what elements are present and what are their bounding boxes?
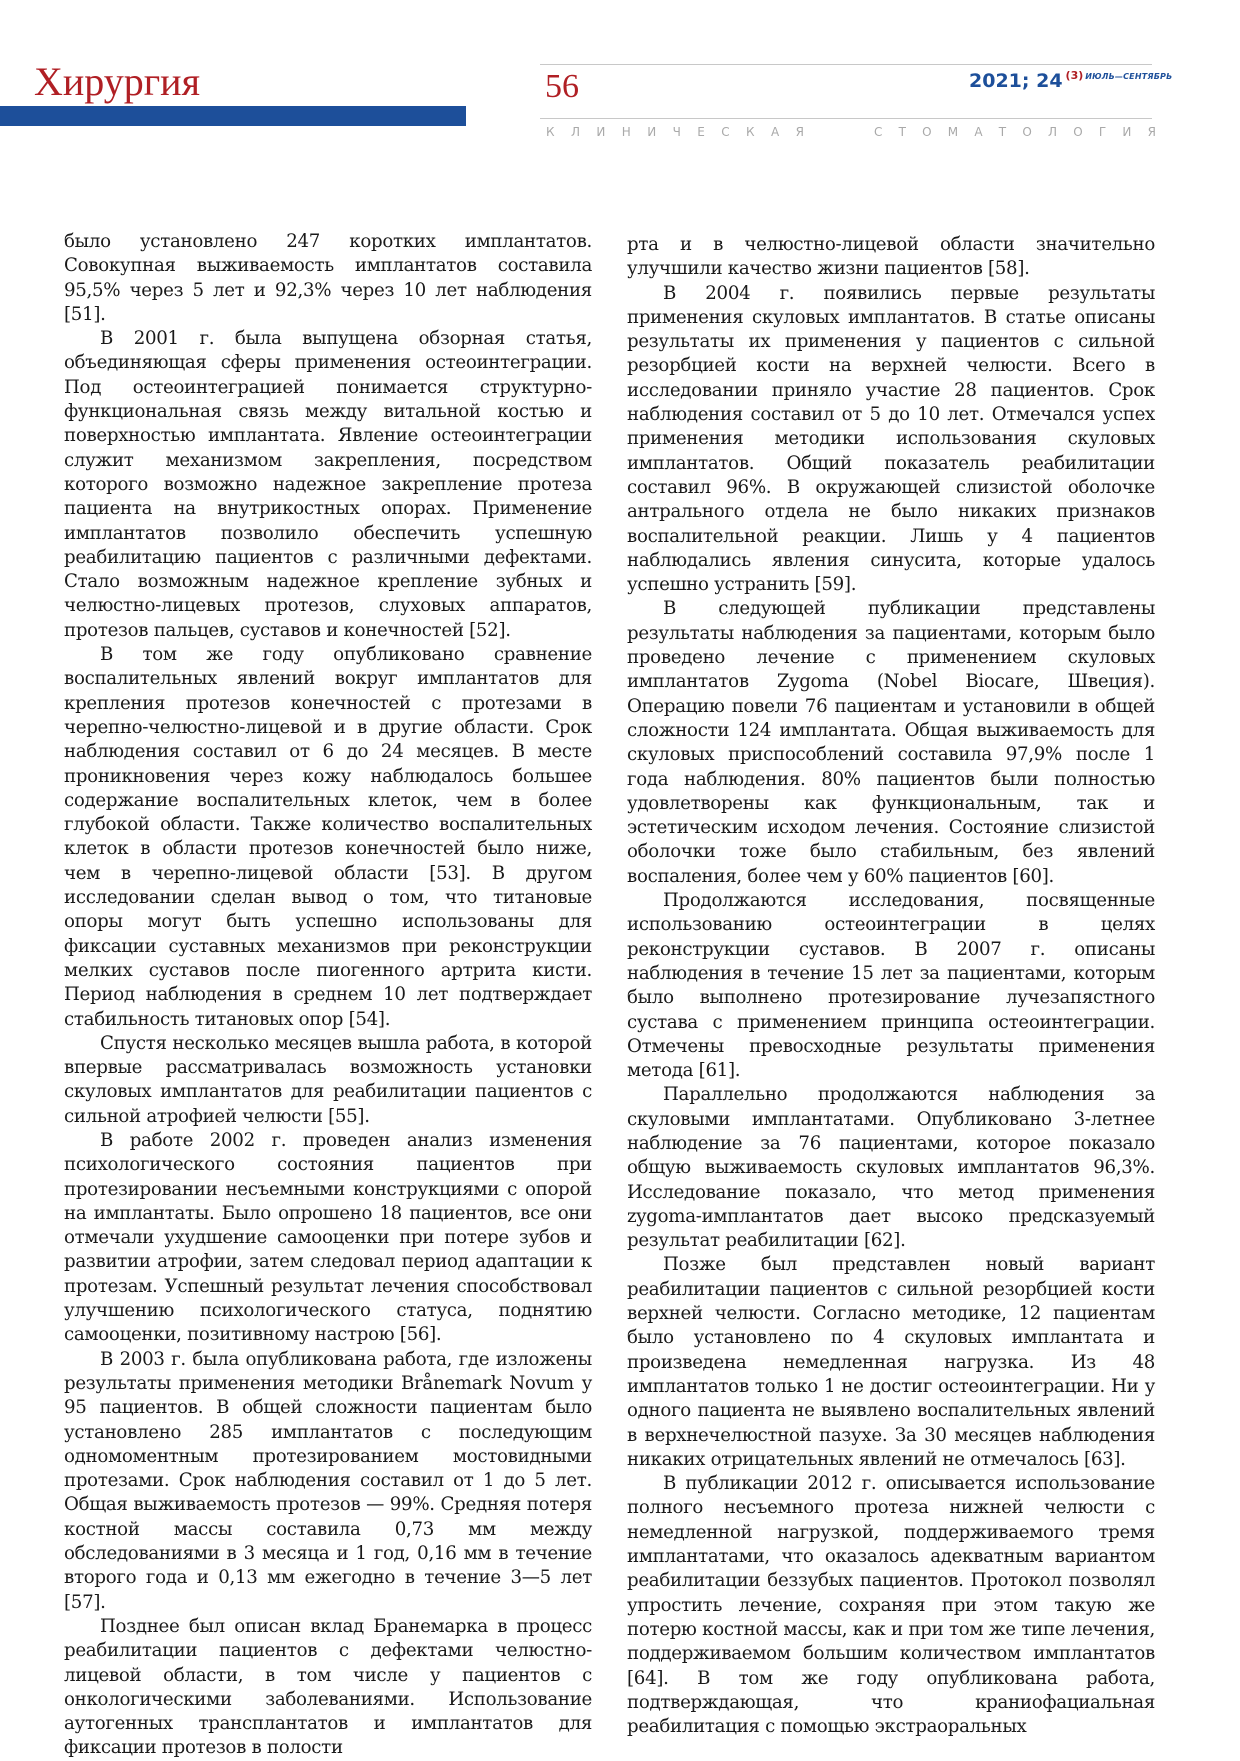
journal-title	[546, 126, 1156, 138]
journal-letter: Н	[621, 125, 631, 139]
journal-word-1	[546, 126, 804, 138]
paragraph: Позднее был описан вклад Бранемарка в процесс реабилитации пациентов с дефектами челюстно-лицевой области, в том числе у пациентов с онкологическими заболеваниями. Использование аутогенных трансплантатов и имплантатов для фиксации протезов в полости	[64, 1615, 592, 1759]
paragraph: В 2001 г. была выпущена обзорная статья, объединяющая сферы применения остеоинтеграции. Под остеоинтеграцией понимается структурно-функциональная связь между витальной костью и поверхностью имплантата. Явление остеоинтеграции служит механизмом закрепления, посредством которого возможно надежное закрепление протеза пациента на внутрикостных опорах. Применение имплантатов позволило обеспечить успешную реабилитацию пациентов с различными дефектами. Стало возможным надежное крепление зубных и челюстно-лицевых протезов, слуховых аппаратов, протезов пальцев, суставов и конечностей [52].	[64, 328, 592, 641]
journal-letter: Г	[1098, 125, 1107, 139]
issue-number: (3)	[1065, 69, 1084, 82]
paragraph: В работе 2002 г. проведен анализ изменения психологического состояния пациентов при протезировании несъемными конструкциями с опорой на имплантаты. Было опрошено 18 пациентов, все они отмечали ухудшение самооценки при потере зубов и развитии атрофии, затем следовал период адаптации к протезам. Успешный результат лечения способствовал улучшению психологического статуса, поднятию самооценки, позитивному настрою [56].	[64, 1129, 592, 1346]
paragraph: Продолжаются исследования, посвященные использованию остеоинтеграции в целях реконструкции суставов. В 2007 г. описаны наблюдения в течение 15 лет за пациентами, которым было выполнено протезирование лучезапястного сустава с применением принципа остеоинтеграции. Отмечены превосходные результаты применения метода [61].	[627, 890, 1155, 1082]
journal-letter: Ч	[672, 125, 681, 139]
paragraph: рта и в челюстно-лицевой области значительно улучшили качество жизни пациентов [58].	[627, 234, 1155, 280]
journal-letter: С	[721, 125, 730, 139]
journal-letter: Т	[898, 125, 906, 139]
journal-letter: М	[947, 125, 959, 139]
journal-letter: С	[874, 125, 883, 139]
section-title: Хирургия	[34, 59, 200, 104]
journal-letter: И	[1122, 125, 1132, 139]
header-rule-bottom	[540, 118, 1152, 119]
journal-letter: О	[1022, 125, 1032, 139]
journal-letter: А	[974, 125, 983, 139]
journal-letter: Л	[570, 125, 580, 139]
paragraph: В публикации 2012 г. описывается использование полного несъемного протеза нижней челюсти с немедленной нагрузкой, поддерживаемого тремя имплантатами, что оказалось адекватным вариантом реабилитации беззубых пациентов. Протокол позволял упростить лечение, сохраняя при этом такую же потерю костной массы, как и при том же типе лечения, поддерживаемом большим количеством имплантатов [64]. В том же году опубликована работа, подтверждающая, что краниофациальная реабилитация с помощью экстраоральных	[627, 1473, 1155, 1738]
journal-letter: О	[922, 125, 932, 139]
journal-letter: И	[647, 125, 657, 139]
paragraph: Спустя несколько месяцев вышла работа, в которой впервые рассматривалась возможность установки скуловых имплантатов для реабилитации пациентов с сильной атрофией челюсти [55].	[64, 1032, 592, 1127]
left-column	[64, 230, 592, 1761]
paragraph: Параллельно продолжаются наблюдения за скуловыми имплантатами. Опубликовано 3-летнее наблюдение за 76 пациентами, которое показало общую выживаемость скуловых имплантатов 96,3%. Исследование показало, что метод применения zygoma-имплантатов дает высоко предсказуемый результат реабилитации [62].	[627, 1084, 1155, 1252]
journal-word-2	[874, 126, 1156, 138]
section-color-bar	[0, 106, 466, 126]
page-number: 56	[545, 68, 579, 105]
journal-letter: К	[746, 125, 755, 139]
paragraph: Позже был представлен новый вариант реабилитации пациентов с сильной резорбцией кости верхней челюсти. Согласно методике, 12 пациентам было установлено по 4 скуловых имплантата и произведена немедленная нагрузка. Из 48 имплантатов только 1 не достиг остеоинтеграции. Ни у одного пациента не выявлено воспалительных явлений в верхнечелюстной пазухе. За 30 месяцев наблюдения никаких отрицательных явлений не отмечалось [63].	[627, 1254, 1155, 1470]
paragraph: В том же году опубликовано сравнение воспалительных явлений вокруг имплантатов для крепления протезов конечностей с протезами в черепно-челюстно-лицевой и в другие области. Срок наблюдения составил от 6 до 24 месяцев. В месте проникновения через кожу наблюдалось большее содержание воспалительных клеток, чем в более глубокой области. Также количество воспалительных клеток в области протезов конечностей было ниже, чем в черепно-лицевой области [53]. В другом исследовании сделан вывод о том, что титановые опоры могут быть успешно использованы для фиксации суставных механизмов при реконструкции мелких суставов после пиогенного артрита кисти. Период наблюдения в среднем 10 лет подтверждает стабильность титановых опор [54].	[64, 644, 592, 1030]
paragraph: было установлено 247 коротких имплантатов. Совокупная выживаемость имплантатов составила 95,5% через 5 лет и 92,3% через 10 лет наблюдения [51].	[64, 231, 592, 325]
paragraph: В 2003 г. была опубликована работа, где изложены результаты применения методики Brånemark Novum у 95 пациентов. В общей сложности пациентам было установлено 285 имплантатов с последующим одномоментным протезированием мостовидными протезами. Срок наблюдения составил от 1 до 5 лет. Общая выживаемость протезов — 99%. Средняя потеря костной массы составила 0,73 мм между обследованиями в 3 месяца и 1 год, 0,16 мм в течение второго года и 0,13 мм ежегодно в течение 3—5 лет [57].	[64, 1348, 592, 1613]
journal-letter: Е	[697, 125, 705, 139]
journal-letter: К	[546, 125, 555, 139]
journal-letter: Л	[1047, 125, 1058, 139]
header-rule-top	[540, 64, 1152, 65]
journal-letter: Т	[998, 125, 1007, 139]
issue-year: 2021; 24	[969, 70, 1063, 92]
paragraph: В следующей публикации представлены результаты наблюдения за пациентами, которым было проведено лечение с применением скуловых имплантатов Zygoma (Nobel Biocare, Швеция). Операцию повели 76 пациентам и установили в общей сложности 124 имплантата. Общая выживаемость для скуловых приспособлений составила 97,9% после 1 года наблюдения. 80% пациентов были полностью удовлетворены как функциональным, так и эстетическим исходом лечения. Состояние слизистой оболочки тоже было стабильным, без явлений воспаления, более чем у 60% пациентов [60].	[627, 598, 1155, 887]
paragraph: В 2004 г. появились первые результаты применения скуловых имплантатов. В статье описаны результаты их применения у пациентов с сильной резорбцией кости на верхней челюсти. Всего в исследовании приняло участие 28 пациентов. Срок наблюдения составил от 5 до 10 лет. Отмечался успех применения методики использования скуловых имплантатов. Общий показатель реабилитации составил 96%. В окружающей слизистой оболочке антрального отдела не было никаких признаков воспалительной реакции. Лишь у 4 пациентов наблюдались явления синусита, которые удалось успешно устранить [59].	[627, 282, 1155, 596]
journal-letter: О	[1073, 125, 1083, 139]
issue-info	[969, 70, 1172, 91]
journal-letter: Я	[1147, 125, 1156, 139]
journal-letter: А	[770, 125, 780, 139]
right-column	[627, 233, 1155, 1739]
journal-letter: И	[596, 125, 606, 139]
journal-letter: Я	[795, 125, 804, 139]
issue-period: ИЮЛЬ—СЕНТЯБРЬ	[1085, 72, 1173, 81]
